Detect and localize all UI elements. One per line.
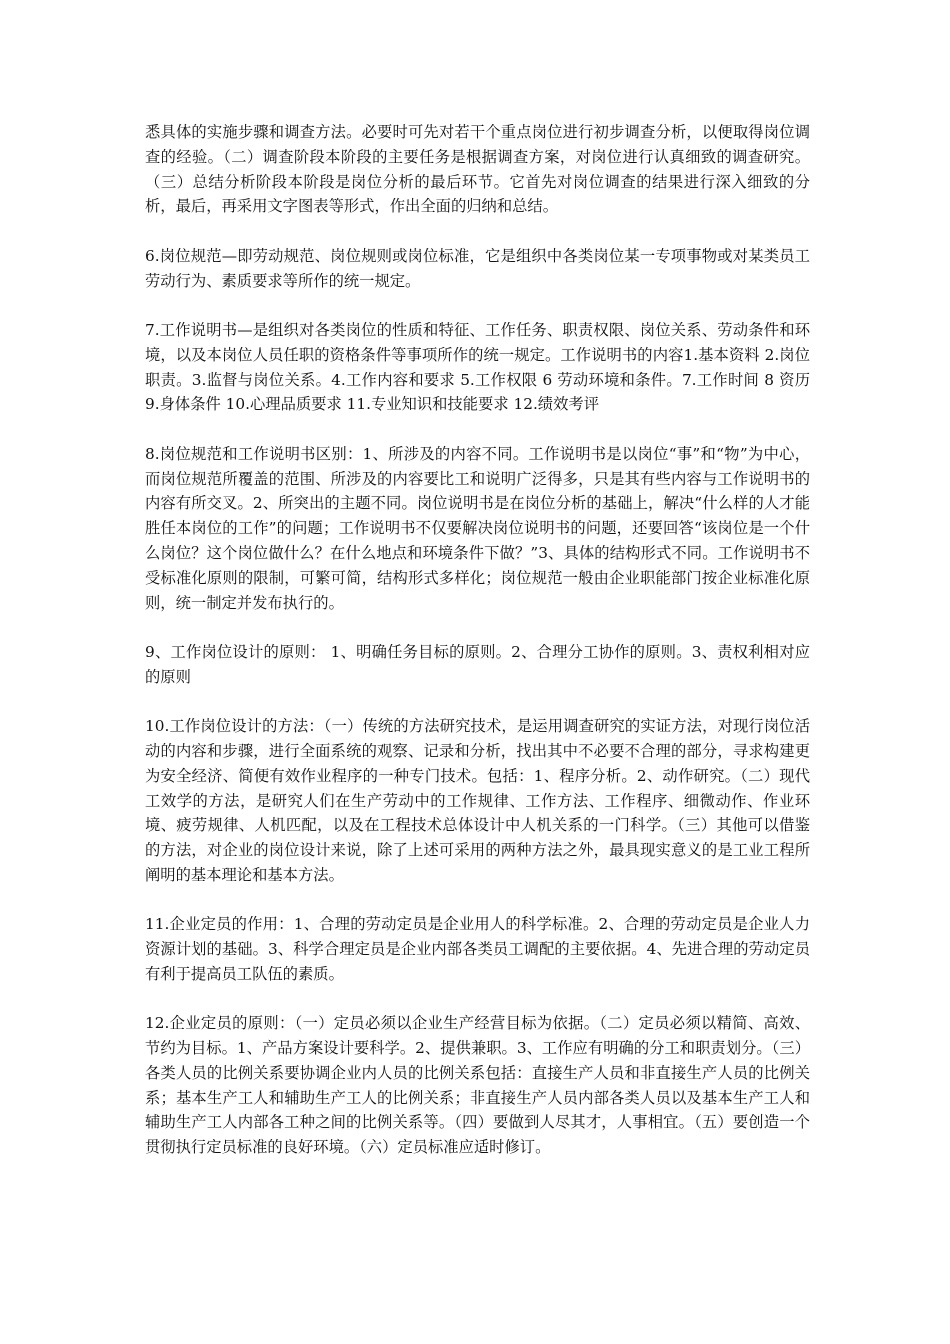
paragraph-job-specification: 6.岗位规范—即劳动规范、岗位规则或岗位标准，它是组织中各类岗位某一专项事物或对某类员工劳动行为、素质要求等所作的统一规定。 [145, 246, 810, 290]
paragraph-staffing-principles: 12.企业定员的原则：（一）定员必须以企业生产经营目标为依据。（二）定员必须以精简、高效、节约为目标。1、产品方案设计要科学。2、提供兼职。3、工作应有明确的分工和职责划分。（三）各类人员的比例关系要协调企业内人员的比例关系包括：直接生产人员和非直接生产人员的比例关系；基本生产工人和辅助生产工人的比例关系；非直接生产人员内部各类人员以及基本生产工人和辅助生产工人内部各工种之间的比例关系等。（四）要做到人尽其才，人事相宜。（五）要创造一个贯彻执行定员标准的良好环境。（六）定员标准应适时修订。 [145, 1014, 810, 1157]
paragraph-design-methods: 10.工作岗位设计的方法：（一）传统的方法研究技术，是运用调查研究的实证方法，对现行岗位活动的内容和步骤，进行全面系统的观察、记录和分析，找出其中不必要不合理的部分，寻求构建更为安全经济、简便有效作业程序的一种专门技术。包括：1、程序分析。2、动作研究。（二）现代工效学的方法，是研究人们在生产劳动中的工作规律、工作方法、工作程序、细微动作、作业环境、疲劳规律、人机匹配，以及在工程技术总体设计中人机关系的一门科学。（三）其他可以借鉴的方法，对企业的岗位设计来说，除了上述可采用的两种方法之外，最具现实意义的是工业工程所阐明的基本理论和基本方法。 [145, 717, 810, 884]
paragraph-job-description: 7.工作说明书—是组织对各类岗位的性质和特征、工作任务、职责权限、岗位关系、劳动条件和环境，以及本岗位人员任职的资格条件等事项所作的统一规定。工作说明书的内容1.基本资料 2.岗位职责。3.监督与岗位关系。4.工作内容和要求 5.工作权限 6 劳动环境和条件。7.工作时间 8 资历 9.身体条件 10.心理品质要求 11.专业知识和技能要求 12.绩效考评 [145, 320, 810, 414]
paragraph-differences: 8.岗位规范和工作说明书区别：1、所涉及的内容不同。工作说明书是以岗位“事”和“物”为中心，而岗位规范所覆盖的范围、所涉及的内容要比工和说明广泛得多，只是其有些内容与工作说明书的内容有所交叉。2、所突出的主题不同。岗位说明书是在岗位分析的基础上，解决“什么样的人才能胜任本岗位的工作”的问题；工作说明书不仅要解决岗位说明书的问题，还要回答“该岗位是一个什么岗位？这个岗位做什么？在什么地点和环境条件下做？”3、具体的结构形式不同。工作说明书不受标准化原则的限制，可繁可简，结构形式多样化；岗位规范一般由企业职能部门按企业标准化原则，统一制定并发布执行的。 [145, 444, 810, 612]
paragraph-investigation-stages: 悉具体的实施步骤和调查方法。必要时可先对若干个重点岗位进行初步调查分析，以便取得岗位调查的经验。（二）调查阶段本阶段的主要任务是根据调查方案，对岗位进行认真细致的调查研究。（三）总结分析阶段本阶段是岗位分析的最后环节。它首先对岗位调查的结果进行深入细致的分析，最后，再采用文字图表等形式，作出全面的归纳和总结。 [145, 123, 810, 216]
paragraph-staffing-role: 11.企业定员的作用：1、合理的劳动定员是企业用人的科学标准。2、合理的劳动定员是企业人力资源计划的基础。3、科学合理定员是企业内部各类员工调配的主要依据。4、先进合理的劳动定员有利于提高员工队伍的素质。 [145, 915, 810, 983]
document-body [145, 120, 810, 1185]
paragraph-design-principles: 9、工作岗位设计的原则： 1、明确任务目标的原则。2、合理分工协作的原则。3、责权利相对应的原则 [145, 642, 810, 686]
